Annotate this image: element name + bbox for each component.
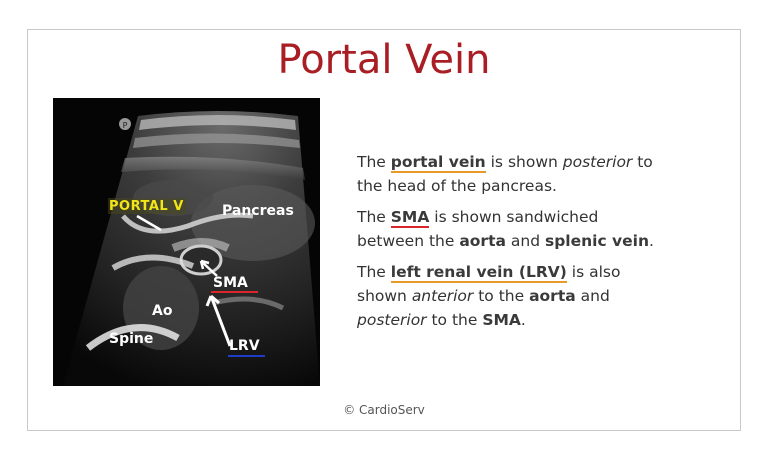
text-fragment: The [357,263,391,281]
bold-sma: SMA [482,311,521,329]
text-fragment: is shown [485,153,563,171]
text-fragment: to the [473,287,530,305]
paragraph-lrv [357,260,657,332]
page-title: Portal Vein [277,37,491,83]
text-fragment: The [357,208,391,226]
text-fragment: is also shown [357,263,621,305]
paragraph-sma [357,205,657,253]
text-fragment: to the [426,311,483,329]
text-fragment: The [357,153,391,171]
text-fragment: and [505,232,545,250]
label-ao: Ao [152,303,173,319]
label-pancreas: Pancreas [222,203,294,219]
label-sma: SMA [213,275,248,291]
ultrasound-scan-graphic [53,98,320,386]
label-spine: Spine [109,331,154,347]
term-lrv: left renal vein (LRV) [390,263,567,281]
text-fragment: is shown sandwiched between the [357,208,599,250]
emphasis-posterior: posterior [357,311,427,329]
label-portal-v: PORTAL V [109,199,184,214]
copyright-notice: © CardioServ [343,403,425,417]
ultrasound-image [53,98,320,386]
paragraph-portal-vein [357,150,657,198]
text-fragment: . [649,232,654,250]
text-fragment: to the head of the pancreas. [357,153,653,195]
bold-aorta: aorta [459,232,506,250]
term-sma: SMA [390,208,430,226]
bold-splenic-vein: splenic vein [544,232,650,250]
label-lrv: LRV [229,338,260,354]
emphasis-posterior: posterior [562,153,633,171]
description-text [357,150,657,339]
text-fragment: and [575,287,610,305]
text-fragment: . [520,311,526,329]
term-portal-vein: portal vein [390,153,486,171]
bold-aorta: aorta [529,287,576,305]
emphasis-anterior: anterior [411,287,474,305]
svg-text:P: P [122,121,128,130]
